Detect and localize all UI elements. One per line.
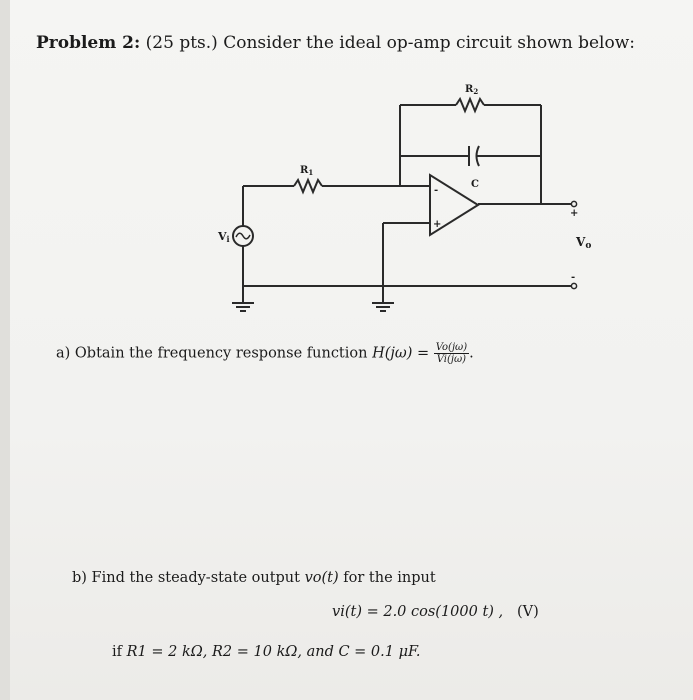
resistor-r2 bbox=[456, 99, 484, 111]
part-a-period: . bbox=[469, 345, 474, 362]
problem-number: Problem 2: bbox=[36, 33, 141, 53]
output-terminal-minus bbox=[571, 283, 576, 288]
output-terminal-plus bbox=[571, 201, 576, 206]
given-values bbox=[112, 644, 420, 660]
part-b-prefix: b) Find the steady-state output bbox=[72, 570, 305, 586]
c-label: C bbox=[471, 179, 479, 190]
transfer-function-fraction bbox=[434, 342, 469, 365]
given-values-text: R1 = 2 kΩ, R2 = 10 kΩ, and C = 0.1 μF. bbox=[126, 644, 421, 660]
input-equation-expr: vi(t) = 2.0 cos(1000 t) , bbox=[332, 604, 504, 620]
fraction-numerator: Vo(jω) bbox=[435, 342, 468, 353]
part-a-prefix: a) Obtain the frequency response function bbox=[56, 345, 373, 362]
part-b-suffix: for the input bbox=[343, 570, 436, 586]
inverting-sign: - bbox=[434, 185, 439, 196]
r1-label: $R_1$ bbox=[300, 165, 314, 177]
output-voltage-symbol: vo(t) bbox=[304, 570, 339, 586]
ac-source-wave-icon bbox=[236, 233, 250, 239]
part-b-question bbox=[72, 570, 436, 586]
input-equation-unit: (V) bbox=[517, 604, 539, 620]
output-plus-sign: + bbox=[570, 208, 579, 219]
transfer-function-symbol: H(jω) = bbox=[372, 345, 430, 362]
problem-statement: Consider the ideal op-amp circuit shown below: bbox=[223, 33, 635, 53]
part-a-question bbox=[56, 342, 474, 365]
output-minus-sign: - bbox=[571, 272, 576, 283]
vi-label: Vi bbox=[218, 230, 230, 244]
fraction-denominator: Vi(jω) bbox=[436, 354, 467, 365]
resistor-r1 bbox=[294, 180, 322, 192]
input-equation bbox=[332, 604, 539, 620]
r2-label: $R_2$ bbox=[465, 84, 479, 96]
given-prefix: if bbox=[112, 644, 127, 660]
problem-points: (25 pts.) bbox=[145, 33, 218, 53]
noninverting-sign: + bbox=[433, 219, 442, 230]
vo-label: Vo bbox=[576, 235, 592, 251]
